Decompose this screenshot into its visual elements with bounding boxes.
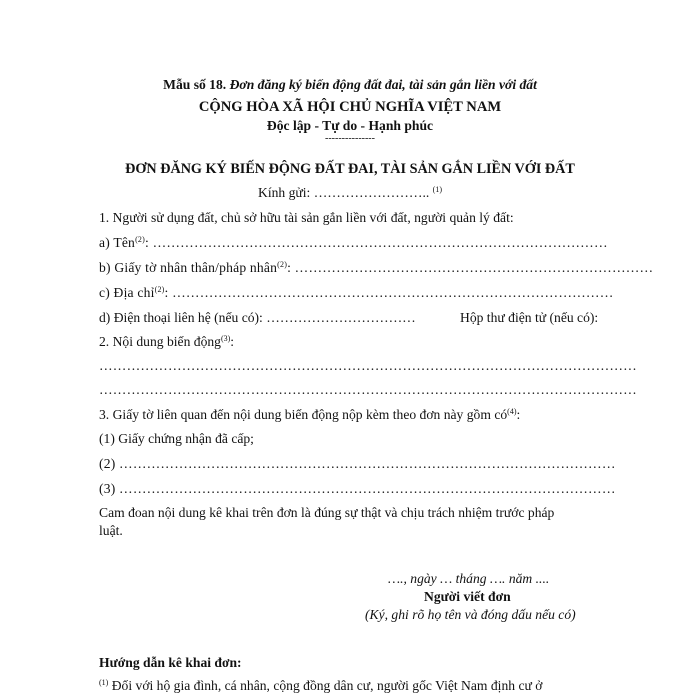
change-blank-2: ……………………………………………………………………………………………………… (99, 382, 637, 397)
section3-heading: 3. Giấy tờ liên quan đến nội dung biến động nộp kèm theo đơn này gồm có (99, 407, 508, 422)
section3-heading-line (99, 406, 520, 424)
guide-text: Đối với hộ gia đình, cá nhân, cộng đồng dân cư, người gốc Việt Nam định cư ở (111, 678, 543, 693)
section2-colon: : (230, 334, 235, 349)
id-doc-line (99, 259, 653, 277)
guide-heading: Hướng dẫn kê khai đơn: (99, 655, 242, 670)
section2-heading: 2. Nội dung biến động (99, 334, 221, 349)
change-blank-1: ……………………………………………………………………………………………………… (99, 358, 637, 373)
signer-note: (Ký, ghi rõ họ tên và đóng dấu nếu có) (365, 607, 576, 622)
commitment-line-2: luật. (99, 523, 123, 538)
guide-note: (1) (99, 678, 109, 687)
phone-line: d) Điện thoại liên hệ (nếu có): …………………………… (99, 310, 416, 325)
attachment-item-2: (2) ……………………………………………………………………………………………… (99, 456, 616, 471)
section3-colon: : (516, 407, 521, 422)
date-line: …., ngày … tháng …. năm .... (388, 571, 550, 586)
id-doc-fill: : …………………………………………………………………… (287, 260, 654, 275)
id-doc-label: b) Giấy tờ nhân thân/pháp nhân (99, 260, 278, 275)
address-label: c) Địa chỉ (99, 285, 155, 300)
recipient-line (0, 184, 700, 202)
attachment-item-3: (3) ……………………………………………………………………………………………… (99, 481, 616, 496)
main-title: ĐƠN ĐĂNG KÝ BIẾN ĐỘNG ĐẤT ĐAI, TÀI SẢN GẮN LIỀN VỚI ĐẤT (125, 161, 575, 177)
address-line (99, 284, 614, 302)
email-label: Hộp thư điện tử (nếu có): (460, 310, 599, 325)
id-doc-note: (2) (277, 260, 288, 269)
address-note: (2) (154, 285, 165, 294)
form-number: Mẫu số 18. (163, 77, 227, 92)
section3-note: (4) (507, 407, 517, 416)
recipient-label: Kính gửi: …………………….. (258, 185, 430, 200)
motto: Độc lập - Tự do - Hạnh phúc (266, 118, 434, 133)
section2-heading-line (99, 333, 234, 351)
form-title-italic: Đơn đăng ký biến động đất đai, tài sản gắn liền với đất (229, 77, 537, 92)
name-label: a) Tên (99, 235, 136, 250)
address-fill: : …………………………………………………………………………………… (164, 285, 614, 300)
commitment-line-1: Cam đoan nội dung kê khai trên đơn là đúng sự thật và chịu trách nhiệm trước pháp (99, 505, 555, 520)
nation-heading: CỘNG HÒA XÃ HỘI CHỦ NGHĨA VIỆT NAM (198, 99, 502, 115)
motto-rule: --------------- (325, 133, 375, 144)
recipient-note: (1) (432, 185, 442, 194)
form-number-line (0, 76, 700, 94)
section2-note: (3) (220, 334, 231, 343)
attachment-item-1: (1) Giấy chứng nhận đã cấp; (99, 431, 254, 446)
name-fill: : ……………………………………………………………………………………… (145, 235, 608, 250)
guide-line-1 (99, 677, 542, 695)
signer-title: Người viết đơn (424, 589, 511, 604)
name-line (99, 234, 608, 252)
name-note: (2) (135, 235, 145, 244)
section1-heading: 1. Người sử dụng đất, chủ sở hữu tài sản gắn liền với đất, người quản lý đất: (99, 210, 514, 225)
